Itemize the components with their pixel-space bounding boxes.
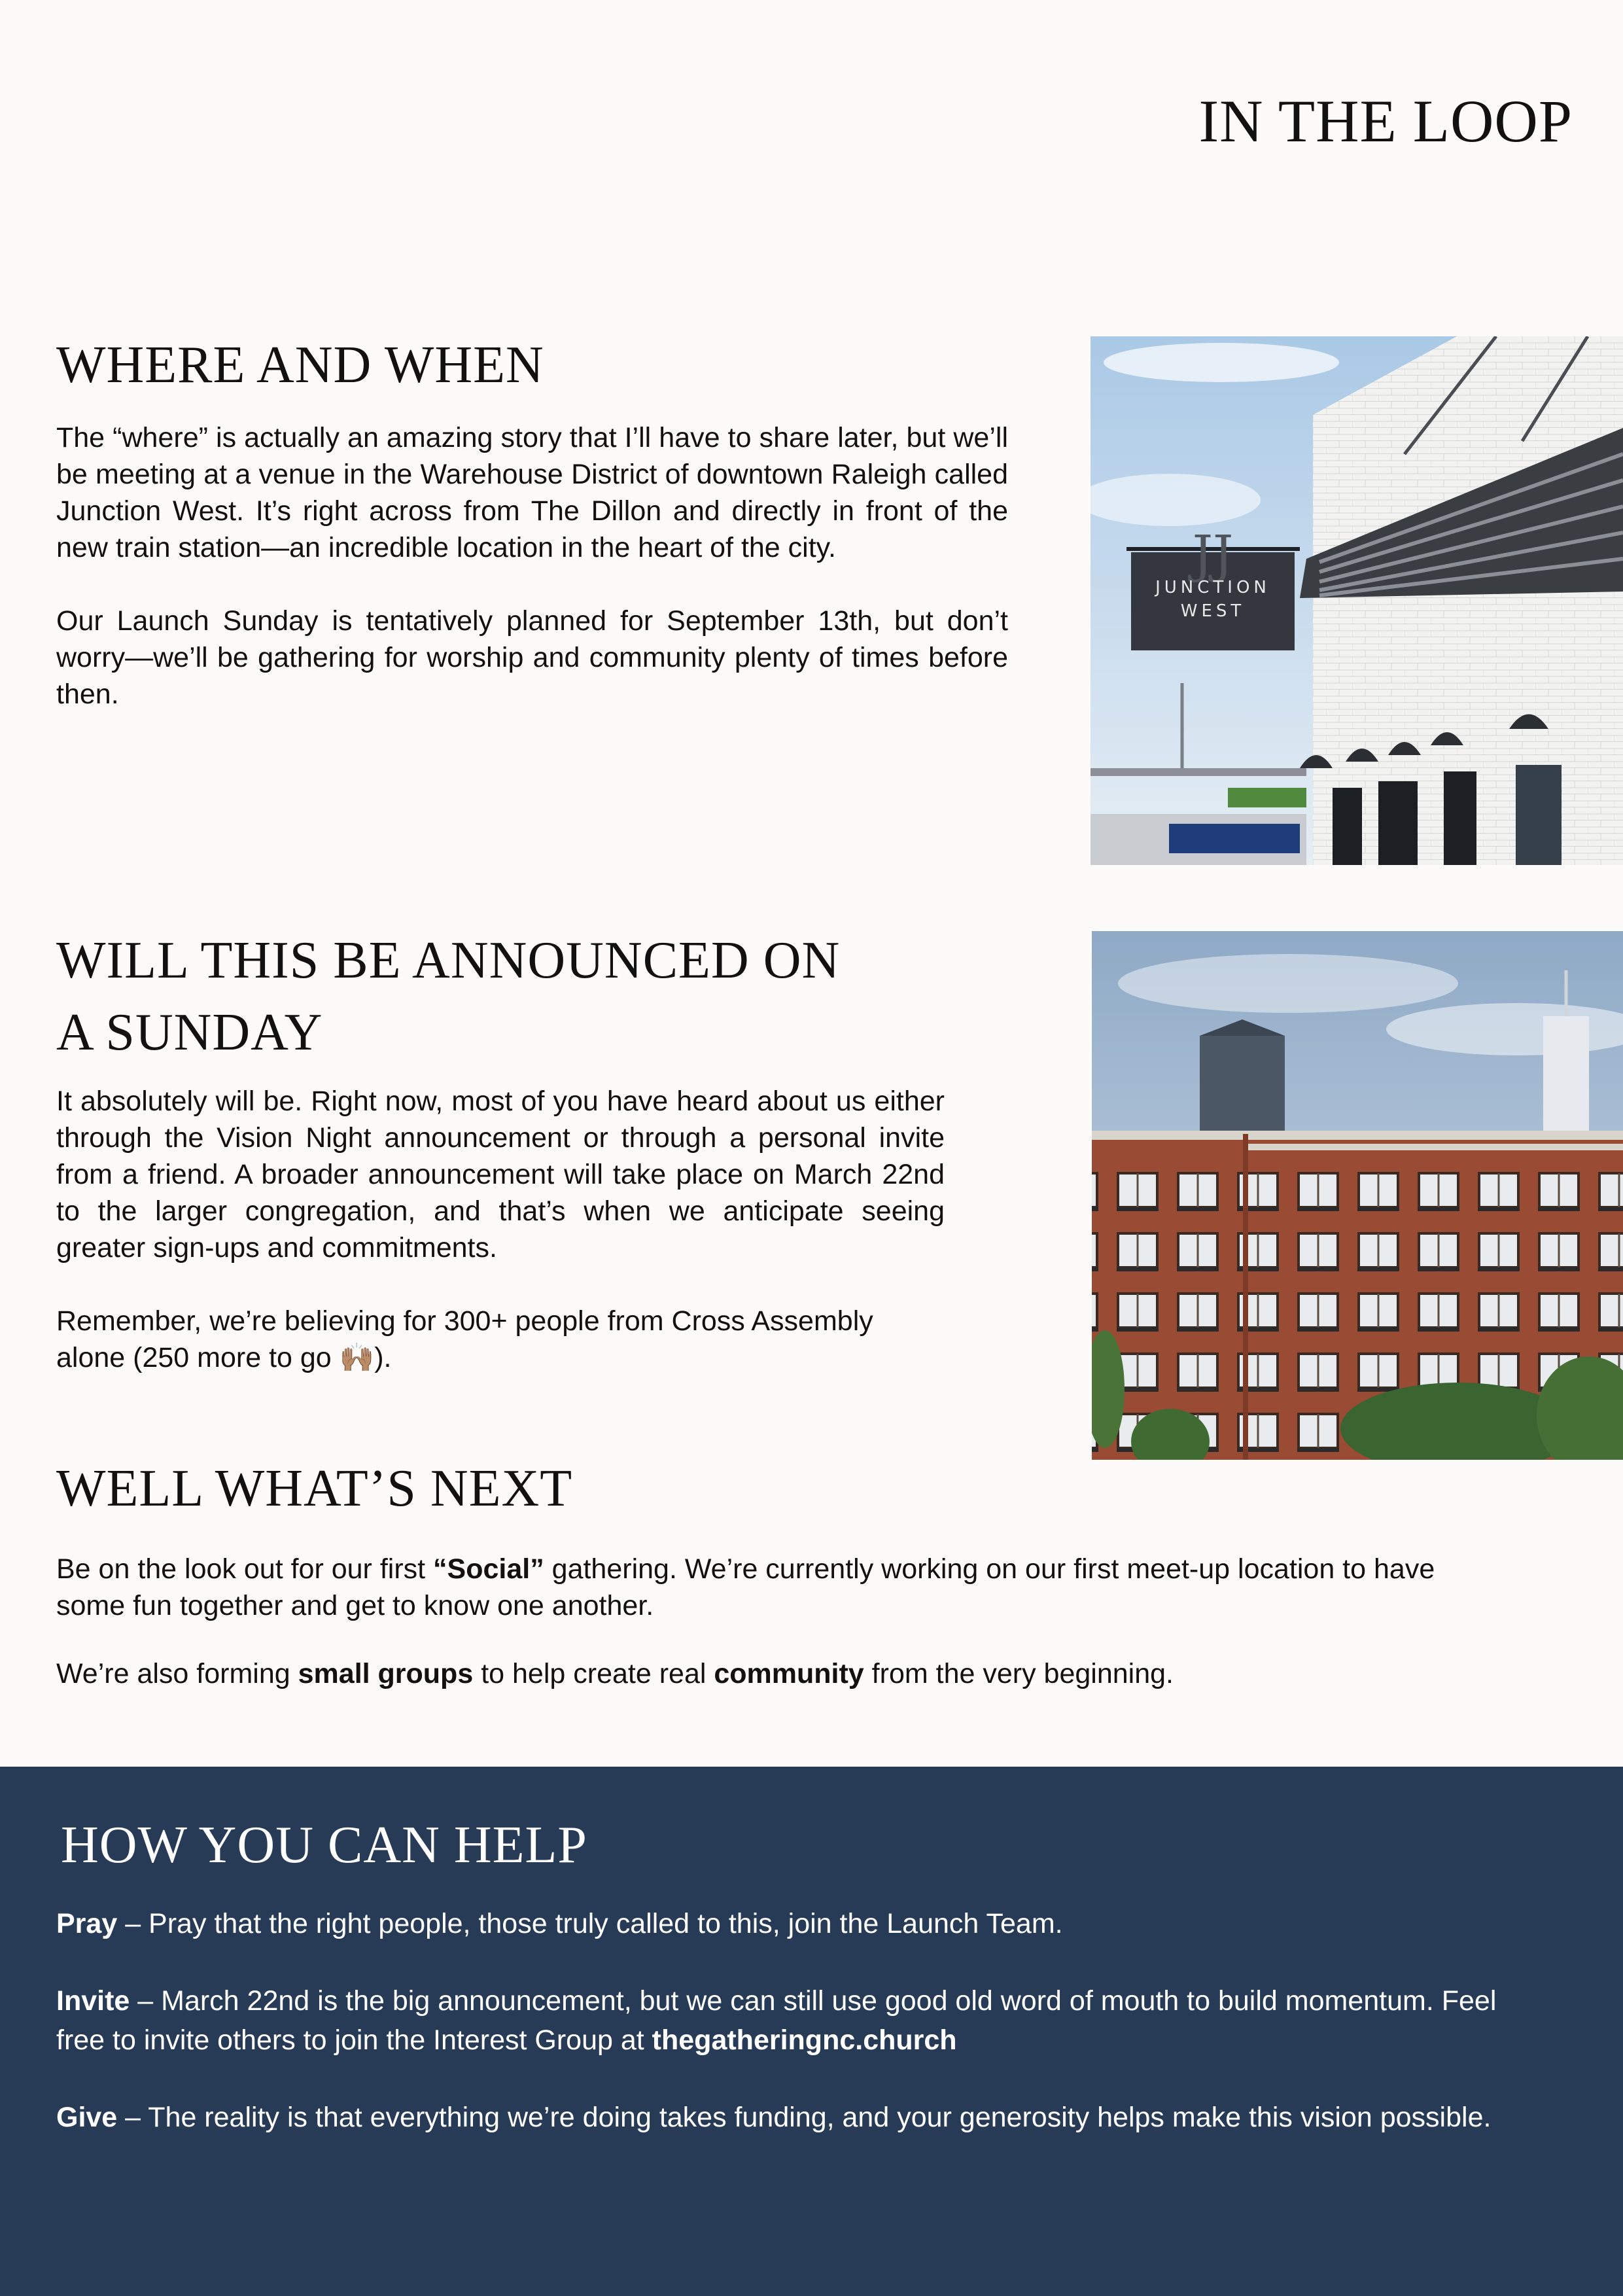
sign-monogram: JJ bbox=[1192, 525, 1234, 584]
announced-heading-line-2: A SUNDAY bbox=[56, 1004, 323, 1061]
help-heading: HOW YOU CAN HELP bbox=[61, 1816, 587, 1874]
sign-line-1: JUNCTION bbox=[1155, 578, 1270, 597]
where-when-heading: WHERE AND WHEN bbox=[56, 336, 544, 394]
junction-west-photo bbox=[1091, 336, 1623, 865]
give-label: Give bbox=[56, 2102, 118, 2133]
where-when-paragraph-1: The “where” is actually an amazing story that I’ll have to share later, but we’ll be meeting at a venue in the Warehouse District of downtown Raleigh called Junction West. It’s right across from The Dillon and directly in front of the new train station—an incredible location in the heart of the city. bbox=[56, 422, 1008, 563]
help-item-give: Give – The reality is that everything we’re doing takes funding, and your generosity helps make this vision possible. bbox=[56, 2102, 1492, 2133]
social-emphasis: “Social” bbox=[433, 1553, 544, 1585]
pray-label: Pray bbox=[56, 1908, 118, 1939]
whats-next-heading: WELL WHAT’S NEXT bbox=[56, 1460, 573, 1517]
announced-heading-line-1: WILL THIS BE ANNOUNCED ON bbox=[56, 932, 841, 989]
page-title: IN THE LOOP bbox=[1198, 88, 1573, 154]
announced-section bbox=[56, 925, 945, 1376]
where-when-section bbox=[56, 329, 1008, 713]
small-groups-emphasis: small groups bbox=[298, 1658, 474, 1689]
invite-label: Invite bbox=[56, 1985, 130, 2017]
website-link[interactable]: thegatheringnc.church bbox=[652, 2024, 957, 2056]
whats-next-paragraph-2: We’re also forming small groups to help create real community from the very beginning. bbox=[56, 1658, 1174, 1689]
where-when-paragraph-2: Our Launch Sunday is tentatively planned for September 13th, but don’t worry—we’ll be gathering for worship and community plenty of times before then. bbox=[56, 605, 1008, 710]
community-emphasis: community bbox=[714, 1658, 864, 1689]
help-item-invite: Invite – March 22nd is the big announcement, but we can still use good old word of mouth to build momentum. Feel free to invite others to join the Interest Group at thegatheringnc.church bbox=[56, 1985, 1497, 2056]
announced-paragraph-2: Remember, we’re believing for 300+ people from Cross Assembly alone (250 more to go 🙌🏽). bbox=[56, 1305, 873, 1373]
announced-paragraph-1: It absolutely will be. Right now, most of you have heard about us either through the Vision Night announcement or through a personal invite from a friend. A broader announcement will take place on March 22nd to the larger congregation, and that’s when we anticipate seeing greater sign-ups and commitments. bbox=[56, 1086, 945, 1263]
whats-next-section bbox=[56, 1453, 1509, 1692]
whats-next-paragraph-1: Be on the look out for our first “Social” gathering. We’re currently working on our first meet-up location to have some fun together and get to know one another. bbox=[56, 1553, 1435, 1621]
how-you-can-help-band bbox=[0, 1767, 1623, 2296]
warehouse-district-photo bbox=[1092, 931, 1623, 1460]
help-item-pray: Pray – Pray that the right people, those truly called to this, join the Launch Team. bbox=[56, 1908, 1063, 1939]
sign-line-2: WEST bbox=[1180, 601, 1246, 621]
